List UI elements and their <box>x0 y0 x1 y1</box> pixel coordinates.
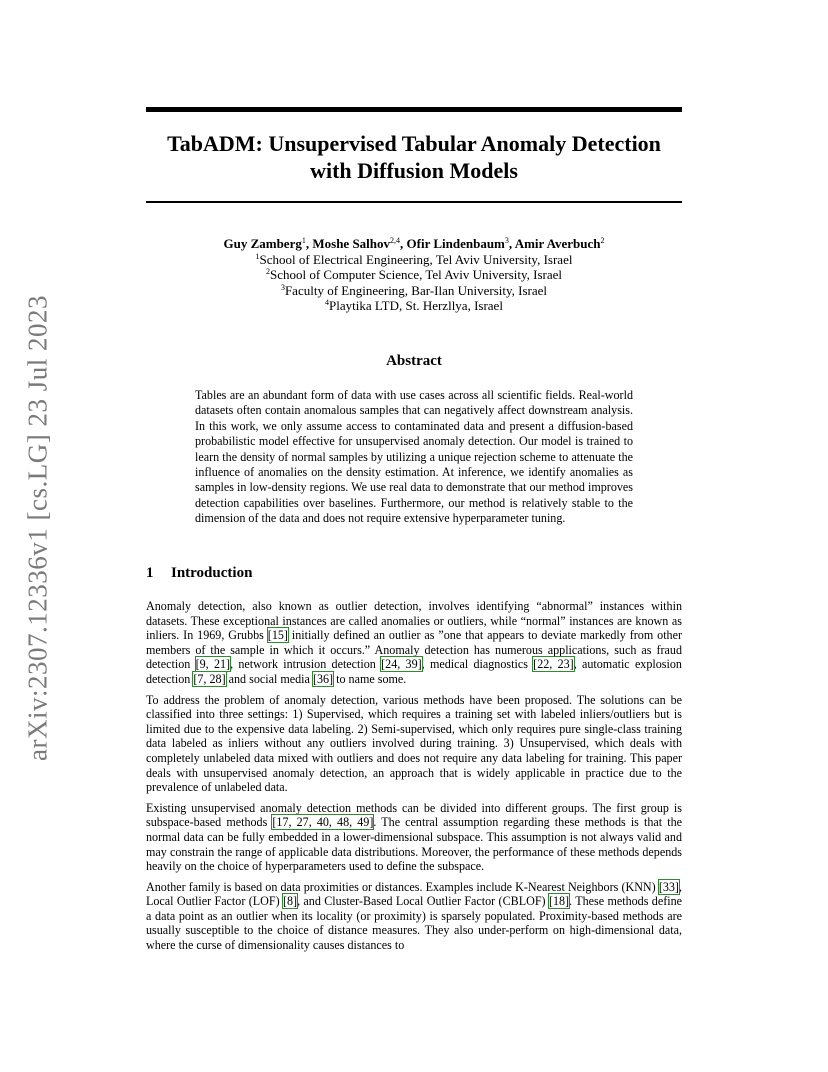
affiliation-mark: 4 <box>325 298 330 307</box>
affiliation-text: School of Computer Science, Tel Aviv University, Israel <box>269 267 562 282</box>
paragraph-text: , automatic explosion detection <box>146 657 682 686</box>
affiliation <box>146 267 682 283</box>
affiliation <box>146 252 682 268</box>
citation-link[interactable]: [7, 28] <box>193 671 226 686</box>
affiliation <box>146 298 682 314</box>
paragraph-text: . The central assumption regarding these methods is that the normal data can be fully embedded in a lower-dimensional subspace. This assumption is not always valid and may constrain the range of applicable data distributions. Moreover, the performance of these methods depends heavily on the choice of hyperparameters used to define the subspace. <box>146 815 682 874</box>
author-name: Ofir Lindenbaum <box>406 236 505 251</box>
author-block <box>146 236 682 314</box>
author-affiliation-mark: 2 <box>600 236 605 245</box>
affiliation-text: School of Electrical Engineering, Tel Aviv University, Israel <box>259 251 573 267</box>
citation-link[interactable]: [17, 27, 40, 48, 49] <box>272 815 374 830</box>
citation-link[interactable]: [15] <box>267 628 288 643</box>
paragraph-text: and social media <box>225 671 313 686</box>
citation-link[interactable]: [8] <box>282 894 298 909</box>
title-bottom-rule <box>146 201 682 203</box>
section-title: Introduction <box>171 565 253 581</box>
paragraph-text: initially defined an outlier as ”one that appears to deviate markedly from other members of the sample in which it occurs.” Anomaly detection has numerous applications, such as fraud detection <box>146 628 682 672</box>
arxiv-identifier[interactable]: arXiv:2307.12336v1 [cs.LG] 23 Jul 2023 <box>22 295 53 761</box>
paragraph-text: , and Cluster-Based Local Outlier Factor (CBLOF) <box>297 894 549 909</box>
paragraph: To address the problem of anomaly detection, various methods have been proposed. The solutions can be classified into three settings: 1) Supervised, which requires a training set with labeled inliers/outliers but is limited due to the expensive data labeling. 2) Semi-supervised, which only requires pure single-class training data labeled as inliers without any outliers involved during training. 3) Unsupervised, which deals with completely unlabeled data mixed with outliers and does not require any data labeling for training. This paper deals with unsupervised anomaly detection, an approach that is widely applicable in practice due to the prevalence of unlabeled data. <box>146 692 682 795</box>
citation-link[interactable]: [9, 21] <box>195 657 231 672</box>
section-heading <box>146 565 252 582</box>
paragraph-text: Anomaly detection, also known as outlier detection, involves identifying “abnormal” instances within datasets. These exceptional instances are called anomalies or outliers, while “normal” instances are known as inliers. In 1969, Grubbs <box>146 599 682 643</box>
author-name: Amir Averbuch <box>514 236 601 251</box>
author-affiliation-mark: 1 <box>301 236 306 245</box>
affiliation-mark: 2 <box>265 267 270 276</box>
abstract-text: Tables are an abundant form of data with use cases across all scientific fields. Real-world datasets often contain anomalous samples that can negatively affect downstream analysis. In this work, we only assume access to contaminated data and present a diffusion-based probabilistic model effective for unsupervised anomaly detection. Our model is trained to learn the density of normal samples by utilizing a unique rejection scheme to attenuate the influence of anomalies on the density estimation. At inference, we identify anomalies as samples in low-density regions. We use real data to demonstrate that our method improves detection capabilities over baselines. Furthermore, our method is relatively stable to the dimension of the data and does not require extensive hyperparameter tuning. <box>195 388 633 526</box>
paragraph-text: , medical diagnostics <box>421 657 534 672</box>
paragraph <box>146 599 682 687</box>
introduction-body <box>146 599 682 959</box>
author-name: Guy Zamberg <box>223 236 302 251</box>
author-name: Moshe Salhov <box>312 236 391 251</box>
paragraph <box>146 880 682 953</box>
paragraph-text: . These methods define a data point as an outlier when its locality (or proximity) is sparsely populated. Proximity-based methods are usually susceptible to the choice of distance measures. They also under-perform on high-dimensional data, where the curse of dimensionality causes distances to <box>146 894 682 953</box>
author-affiliation-mark: 2,4 <box>390 236 401 245</box>
title-line-2: with Diffusion Models <box>310 158 518 183</box>
citation-link[interactable]: [18] <box>548 894 570 909</box>
title-line-1: TabADM: Unsupervised Tabular Anomaly Detection <box>167 131 661 156</box>
affiliation-text: Playtika LTD, St. Herzllya, Israel <box>329 298 503 313</box>
paragraph-text: Existing unsupervised anomaly detection methods can be divided into different groups. The first group is subspace-based methods <box>146 800 682 830</box>
author-names: Guy Zamberg$^1$, Moshe Salhov$^{2,4}$, Ofir Lindenbaum$^3$, Amir Averbuch$^2$ <box>223 236 605 251</box>
paragraph-text: to name some. <box>333 671 407 686</box>
title-top-rule <box>146 107 682 112</box>
abstract-heading: Abstract <box>386 353 442 369</box>
section-number: 1 <box>146 565 154 581</box>
paper-title <box>146 130 682 184</box>
citation-link[interactable]: [24, 39] <box>381 657 422 672</box>
paragraph <box>146 801 682 874</box>
author-affiliation-mark: 3 <box>504 236 509 245</box>
paragraph-text: Another family is based on data proximities or distances. Examples include K-Nearest Neighbors (KNN) <box>146 879 659 894</box>
citation-link[interactable]: [36] <box>312 671 334 686</box>
affiliation-mark: 1 <box>255 251 260 261</box>
paragraph-text: , Local Outlier Factor (LOF) <box>146 879 682 909</box>
citation-link[interactable]: [22, 23] <box>533 657 574 672</box>
citation-link[interactable]: [33] <box>658 879 679 894</box>
affiliation-mark: 3 <box>280 282 285 292</box>
affiliation <box>146 283 682 299</box>
affiliation-text: Faculty of Engineering, Bar-Ilan University, Israel <box>284 282 548 298</box>
paragraph-text: , network intrusion detection <box>230 657 382 672</box>
